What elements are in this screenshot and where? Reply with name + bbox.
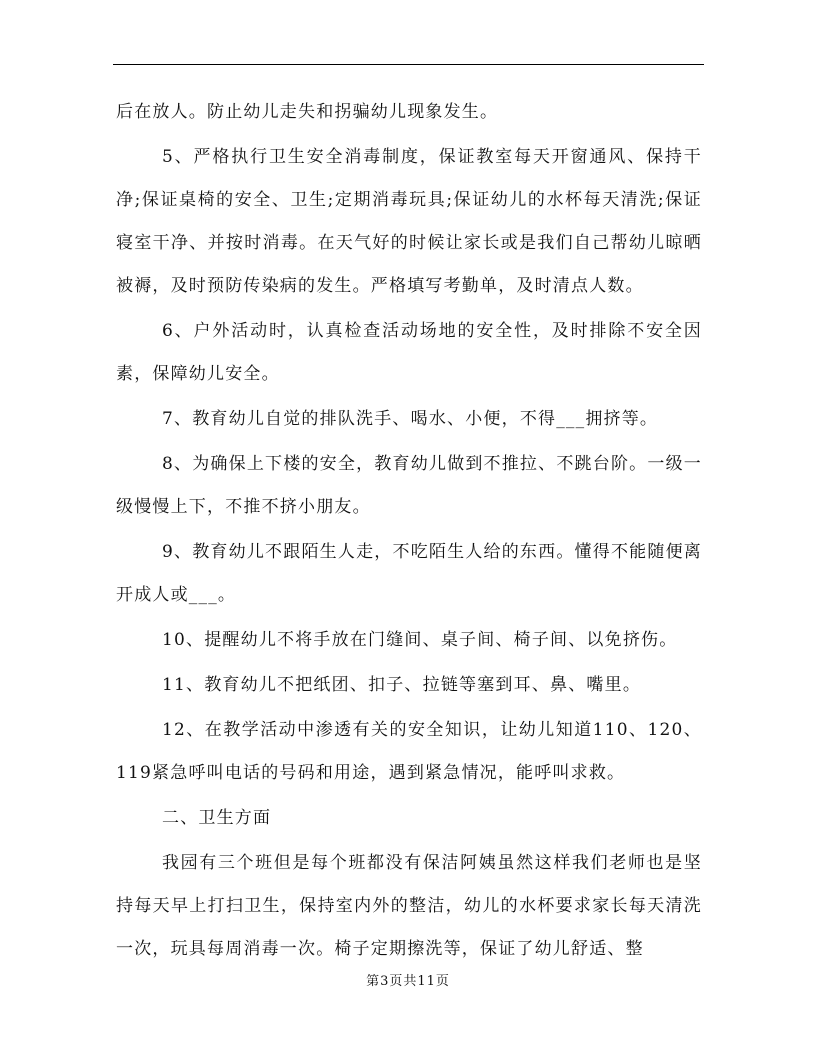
page-number-footer: 第3页共11页: [366, 974, 450, 989]
paragraph-item-12: 12、在教学活动中渗透有关的安全知识，让幼儿知道110、120、119紧急呼叫电话的号码和用途，遇到紧急情况，能呼叫求救。: [116, 720, 702, 783]
paragraph-item-8: 8、为确保上下楼的安全，教育幼儿做到不推拉、不跳台阶。一级一级慢慢上下，不推不挤小朋友。: [116, 454, 702, 517]
paragraph-item-5: 5、严格执行卫生安全消毒制度，保证教室每天开窗通风、保持干净;保证桌椅的安全、卫生;定期消毒玩具;保证幼儿的水杯每天清洗;保证寝室干净、并按时消毒。在天气好的时候让家长或是我们自己帮幼儿晾晒被褥，及时预防传染病的发生。严格填写考勤单，及时清点人数。: [116, 147, 702, 296]
paragraph-item-7: 7、教育幼儿自觉的排队洗手、喝水、小便，不得___拥挤等。: [162, 409, 659, 429]
paragraph-item-9: 9、教育幼儿不跟陌生人走，不吃陌生人给的东西。懂得不能随便离开成人或___。: [116, 542, 702, 605]
paragraph-item-6: 6、户外活动时，认真检查活动场地的安全性，及时排除不安全因素，保障幼儿安全。: [116, 321, 702, 384]
paragraph-item-10: 10、提醒幼儿不将手放在门缝间、桌子间、椅子间、以免挤伤。: [162, 630, 678, 650]
section-heading: 二、卫生方面: [162, 808, 272, 828]
paragraph-item-11: 11、教育幼儿不把纸团、扣子、拉链等塞到耳、鼻、嘴里。: [162, 675, 642, 695]
document-body: [116, 91, 702, 971]
header-divider: [113, 64, 704, 65]
paragraph-continuation: 后在放人。防止幼儿走失和拐骗幼儿现象发生。: [116, 102, 499, 122]
paragraph-hygiene: 我园有三个班但是每个班都没有保洁阿姨虽然这样我们老师也是坚持每天早上打扫卫生，保持室内外的整洁，幼儿的水杯要求家长每天清洗一次，玩具每周消毒一次。椅子定期擦洗等，保证了幼儿舒适、整: [116, 853, 702, 959]
